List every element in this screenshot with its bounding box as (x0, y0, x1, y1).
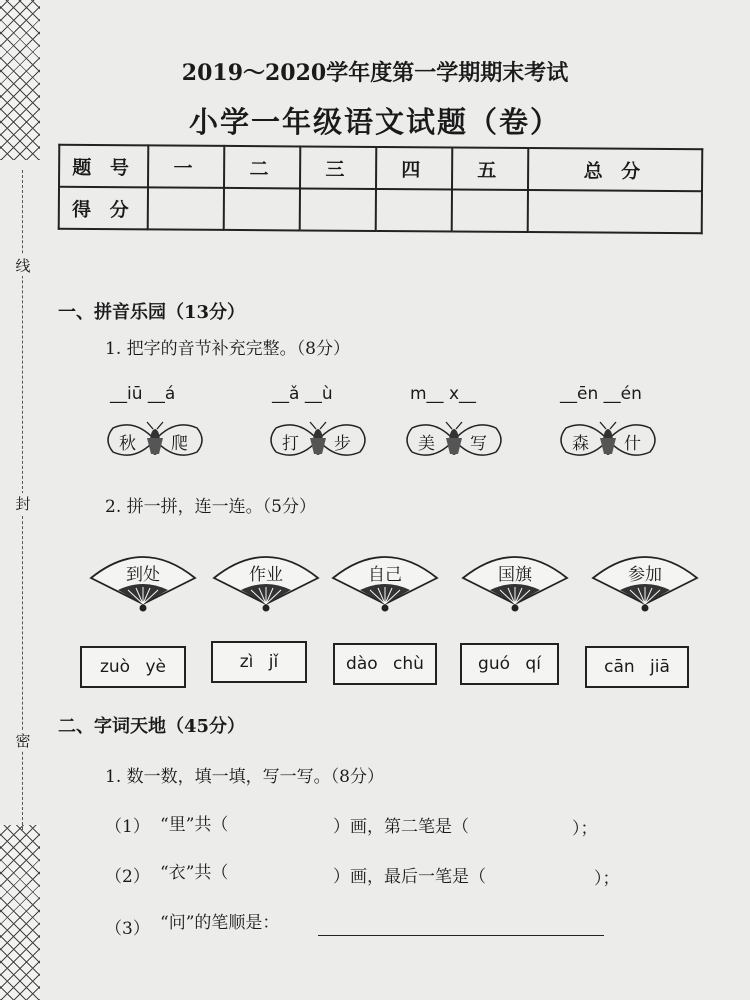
item1-number: （1） (105, 817, 150, 837)
item2-text-b: ）画，最后一笔是（ (333, 867, 486, 887)
score-cell-total[interactable] (527, 190, 702, 233)
syllable-pair-3: m__ x__ (410, 384, 477, 404)
score-cell-1[interactable] (148, 187, 224, 230)
section2-heading: 二、字词天地（45分） (58, 716, 246, 737)
score-header-3: 三 (300, 146, 376, 189)
butterfly-char-left: 秋 (119, 434, 136, 454)
section1-q2-prompt: 2. 拼一拼，连一连。（5分） (105, 497, 316, 517)
margin-char-xian: 线 (12, 255, 34, 276)
pinyin-box-5[interactable]: cān jiā (585, 646, 689, 688)
butterfly-char-right: 什 (624, 434, 641, 454)
butterfly-char-left: 美 (418, 434, 435, 454)
fan-word: 参加 (628, 565, 662, 585)
score-table-score-row (59, 187, 702, 233)
item1-text-a: “里”共（ (160, 815, 229, 835)
syllable-pair-1: __iū __á (110, 384, 176, 404)
score-table (58, 144, 704, 235)
score-cell-3[interactable] (300, 188, 376, 231)
stroke-order-answer-line[interactable] (318, 935, 604, 936)
exam-title: 2019～2020学年度第一学期期末考试 (181, 60, 569, 86)
butterfly-card-1 (105, 420, 205, 460)
syllable-pair-2: __ǎ __ù (272, 384, 333, 404)
fan-card-1 (88, 548, 198, 618)
butterfly-char-right: 写 (470, 434, 487, 454)
exam-subtitle: 小学一年级语文试题（卷） (188, 105, 561, 139)
binding-hatch-bottom (0, 825, 40, 1000)
item1-text-b: ）画，第二笔是（ (333, 817, 469, 837)
butterfly-card-3 (404, 420, 504, 460)
item3-number: （3） (105, 919, 150, 939)
score-header-5: 五 (452, 147, 528, 190)
butterfly-card-2 (268, 420, 368, 460)
butterfly-card-4 (558, 420, 658, 460)
fan-word: 国旗 (498, 565, 532, 585)
butterfly-char-left: 打 (282, 434, 299, 454)
item2-text-c: ）； (594, 869, 620, 889)
item1-text-c: ）； (572, 819, 598, 839)
pinyin-box-1[interactable]: zuò yè (80, 646, 186, 688)
score-cell-5[interactable] (451, 189, 527, 232)
score-header-1: 一 (148, 145, 224, 188)
item3-text-a: “问”的笔顺是： (160, 913, 280, 933)
butterfly-char-left: 森 (572, 434, 589, 454)
score-header-4: 四 (376, 147, 452, 190)
syllable-pair-4: __ēn __én (560, 384, 642, 404)
item2-number: （2） (105, 867, 150, 887)
fan-word: 自己 (368, 565, 402, 585)
section1-heading: 一、拼音乐园（13分） (58, 302, 246, 323)
fan-card-4 (460, 548, 570, 618)
fan-card-2 (211, 548, 321, 618)
butterfly-char-right: 步 (334, 434, 351, 454)
butterfly-char-right: 爬 (171, 434, 188, 454)
margin-char-mi: 密 (12, 730, 34, 751)
item2-text-a: “衣”共（ (160, 863, 229, 883)
score-cell-4[interactable] (375, 189, 451, 232)
score-header-2: 二 (224, 146, 300, 189)
score-row-label: 得 分 (59, 187, 148, 230)
fan-card-5 (590, 548, 700, 618)
section2-q1-prompt: 1. 数一数，填一填，写一写。（8分） (105, 767, 384, 787)
score-header-total: 总 分 (528, 148, 703, 191)
pinyin-box-4[interactable]: guó qí (460, 643, 559, 685)
section1-q1-prompt: 1. 把字的音节补充完整。（8分） (105, 339, 350, 359)
score-header-label: 题 号 (59, 145, 148, 188)
fan-card-3 (330, 548, 440, 618)
fan-word: 作业 (249, 565, 283, 585)
score-cell-2[interactable] (224, 188, 300, 231)
pinyin-box-3[interactable]: dào chù (333, 643, 437, 685)
fan-word: 到处 (126, 565, 160, 585)
margin-char-feng: 封 (12, 493, 34, 514)
score-table-header-row (59, 145, 702, 191)
pinyin-box-2[interactable]: zì jǐ (211, 641, 307, 683)
